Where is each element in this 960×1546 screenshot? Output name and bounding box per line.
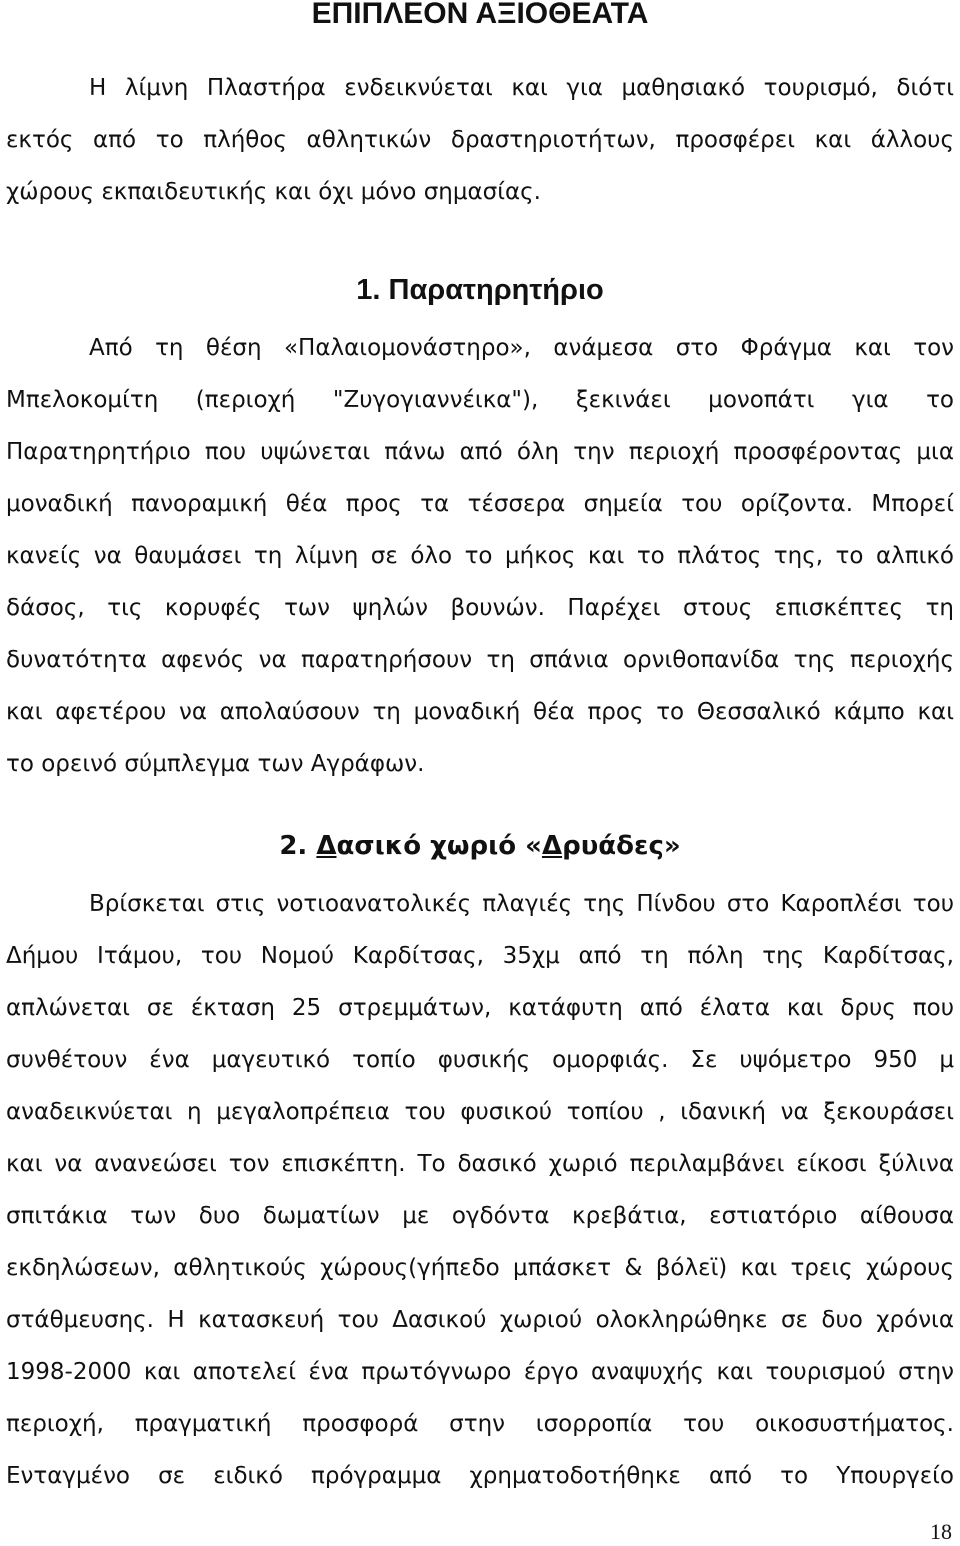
- section-2-line: εκδηλώσεων, αθλητικούς χώρους(γήπεδο μπάσκετ & βόλεϊ) και τρεις χώρους: [6, 1255, 954, 1281]
- section-1-heading: 1. Παρατηρητήριο: [356, 274, 604, 306]
- section-2-line: Δήμου Ιτάμου, του Νομού Καρδίτσας, 35χμ από τη πόλη της Καρδίτσας,: [6, 943, 954, 969]
- section-2-line: και να ανανεώσει τον επισκέπτη. Το δασικό χωριό περιλαμβάνει είκοσι ξύλινα: [6, 1151, 954, 1177]
- section-2-line: Βρίσκεται στις νοτιοανατολικές πλαγιές της Πίνδου στο Καροπλέσι του: [89, 891, 954, 917]
- intro-line: Η λίμνη Πλαστήρα ενδεικνύεται και για μαθησιακό τουρισμό, διότι: [89, 75, 954, 101]
- section-1-line: και αφετέρου να απολαύσουν τη μοναδική θέα προς το Θεσσαλικό κάμπο και: [6, 699, 954, 725]
- section-1-line: μοναδική πανοραμική θέα προς τα τέσσερα σημεία του ορίζοντα. Μπορεί: [6, 491, 954, 517]
- intro-paragraph: [6, 62, 954, 218]
- section-1-line: δυνατότητα αφενός να παρατηρήσουν τη σπάνια ορνιθοπανίδα της περιοχής: [6, 647, 954, 673]
- section-2-line: σπιτάκια των δυο δωματίων με ογδόντα κρεβάτια, εστιατόριο αίθουσα: [6, 1203, 954, 1229]
- section-1-line: Μπελοκομίτη (περιοχή "Ζυγογιαννέικα"), ξεκινάει μονοπάτι για το: [6, 387, 954, 413]
- section-2-line: απλώνεται σε έκταση 25 στρεμμάτων, κατάφυτη από έλατα και δρυς που: [6, 995, 954, 1021]
- section-1-paragraph: [6, 322, 954, 790]
- section-2-heading-initial: Δ: [316, 831, 337, 861]
- section-1-line: Από τη θέση «Παλαιομονάστηρο», ανάμεσα στο Φράγμα και τον: [89, 335, 954, 361]
- section-2-line: 1998-2000 και αποτελεί ένα πρωτόγνωρο έργο αναψυχής και τουρισμού στην: [6, 1359, 954, 1385]
- intro-line: χώρους εκπαιδευτικής και όχι μόνο σημασίας.: [6, 179, 541, 205]
- section-2-heading-prefix: 2.: [279, 831, 317, 861]
- section-2-line: περιοχή, πραγματική προσφορά στην ισορροπία του οικοσυστήματος.: [6, 1411, 954, 1437]
- section-2-line: Ενταγμένο σε ειδικό πρόγραμμα χρηματοδοτήθηκε από το Υπουργείο: [6, 1463, 954, 1489]
- page-number: 18: [930, 1519, 952, 1544]
- intro-line: εκτός από το πλήθος αθλητικών δραστηριοτήτων, προσφέρει και άλλους: [6, 127, 954, 153]
- section-2-line: στάθμευσης. Η κατασκευή του Δασικού χωριού ολοκληρώθηκε σε δυο χρόνια: [6, 1307, 954, 1333]
- section-1-line: Παρατηρητήριο που υψώνεται πάνω από όλη την περιοχή προσφέροντας μια: [6, 439, 954, 465]
- page-title: ΕΠΙΠΛΕΟΝ ΑΞΙΟΘΕΑΤΑ: [311, 0, 649, 30]
- section-2-heading-end: ρυάδες»: [562, 831, 681, 861]
- section-2-heading-initial-2: Δ: [541, 831, 563, 861]
- section-2-line: συνθέτουν ένα μαγευτικό τοπίο φυσικής ομορφιάς. Σε υψόμετρο 950 μ: [6, 1047, 954, 1073]
- section-2-heading: [0, 826, 960, 866]
- section-1-line: δάσος, τις κορυφές των ψηλών βουνών. Παρέχει στους επισκέπτες τη: [6, 595, 954, 621]
- section-2-line: αναδεικνύεται η μεγαλοπρέπεια του φυσικού τοπίου , ιδανική να ξεκουράσει: [6, 1099, 954, 1125]
- section-1-line: το ορεινό σύμπλεγμα των Αγράφων.: [6, 751, 425, 777]
- section-2-heading-middle: ασικό χωριό «: [336, 831, 542, 861]
- section-2-paragraph: [6, 878, 954, 1502]
- section-1-line: κανείς να θαυμάσει τη λίμνη σε όλο το μήκος και το πλάτος της, το αλπικό: [6, 543, 954, 569]
